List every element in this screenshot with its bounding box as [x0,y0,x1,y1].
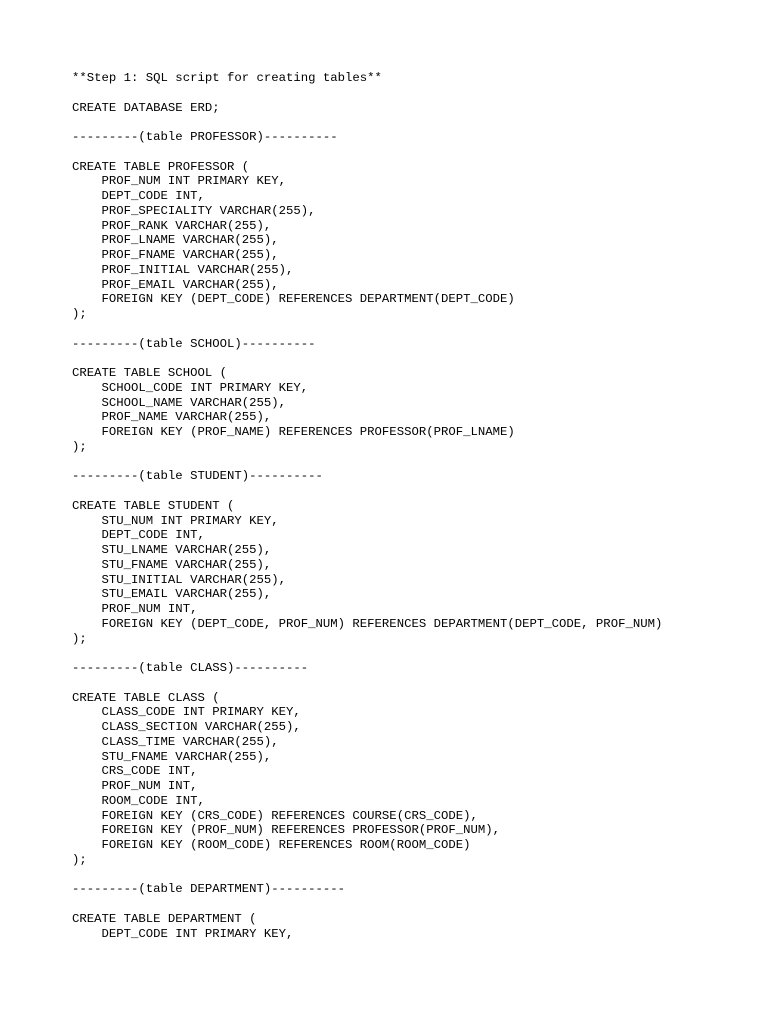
code-line: CREATE DATABASE ERD; [72,100,220,115]
code-line: CLASS_TIME VARCHAR(255), [72,734,279,749]
code-line: STU_FNAME VARCHAR(255), [72,557,272,572]
code-line: PROF_SPECIALITY VARCHAR(255), [72,203,316,218]
code-line: SCHOOL_NAME VARCHAR(255), [72,395,287,410]
blank-line [72,868,762,883]
code-line: DEPT_CODE INT, [72,189,205,203]
blank-line [72,145,762,160]
blank-line [72,455,762,470]
code-line: ROOM_CODE INT, [72,793,205,808]
blank-line [72,86,762,101]
code-line: PROF_NAME VARCHAR(255), [72,410,272,425]
code-line: PROF_NUM INT PRIMARY KEY, [72,174,287,189]
code-line: CLASS_SECTION VARCHAR(255), [72,720,301,734]
blank-line [72,646,762,661]
code-line: ); [72,307,87,321]
code-line: FOREIGN KEY (CRS_CODE) REFERENCES COURSE(CRS_CODE), [72,808,478,823]
code-line: ); [72,852,87,867]
blank-line [72,351,762,366]
code-line: CRS_CODE INT, [72,764,198,779]
code-line: CREATE TABLE SCHOOL ( [72,366,227,380]
code-line: STU_LNAME VARCHAR(255), [72,543,272,557]
code-line: CREATE TABLE STUDENT ( [72,498,235,513]
document-heading: **Step 1: SQL script for creating tables** [72,71,382,85]
code-line: STU_FNAME VARCHAR(255), [72,749,272,764]
code-line: CREATE TABLE CLASS ( [72,690,220,705]
code-line: PROF_LNAME VARCHAR(255), [72,233,279,248]
code-line: FOREIGN KEY (PROF_NAME) REFERENCES PROFESSOR(PROF_LNAME) [72,425,515,439]
code-line: CLASS_CODE INT PRIMARY KEY, [72,705,301,720]
code-line: PROF_EMAIL VARCHAR(255), [72,277,279,292]
document-page [72,71,762,941]
code-line: DEPT_CODE INT, [72,528,205,543]
code-line: ); [72,631,87,646]
code-line: ---------(table CLASS)---------- [72,661,309,675]
code-line: ---------(table STUDENT)---------- [72,469,323,484]
code-line: STU_EMAIL VARCHAR(255), [72,587,272,602]
code-line: PROF_INITIAL VARCHAR(255), [72,262,294,277]
code-line: PROF_NUM INT, [72,602,198,616]
code-line: ---------(table SCHOOL)---------- [72,336,316,351]
code-line: STU_NUM INT PRIMARY KEY, [72,513,279,528]
code-line: PROF_FNAME VARCHAR(255), [72,248,279,262]
code-line: ); [72,439,87,454]
code-line: ---------(table PROFESSOR)---------- [72,130,338,144]
code-line: FOREIGN KEY (PROF_NUM) REFERENCES PROFESSOR(PROF_NUM), [72,823,501,838]
code-line: CREATE TABLE DEPARTMENT ( [72,911,257,926]
blank-line [72,897,762,912]
blank-line [72,322,762,337]
blank-line [72,484,762,499]
code-line: SCHOOL_CODE INT PRIMARY KEY, [72,380,309,395]
blank-line [72,115,762,130]
code-line: FOREIGN KEY (ROOM_CODE) REFERENCES ROOM(ROOM_CODE) [72,838,471,852]
code-line: CREATE TABLE PROFESSOR ( [72,159,250,174]
code-line: ---------(table DEPARTMENT)---------- [72,882,346,897]
blank-line [72,676,762,691]
code-line: STU_INITIAL VARCHAR(255), [72,572,287,587]
code-line: FOREIGN KEY (DEPT_CODE, PROF_NUM) REFERENCES DEPARTMENT(DEPT_CODE, PROF_NUM) [72,616,663,631]
code-line: PROF_RANK VARCHAR(255), [72,218,272,233]
code-line: FOREIGN KEY (DEPT_CODE) REFERENCES DEPARTMENT(DEPT_CODE) [72,292,515,307]
code-line: PROF_NUM INT, [72,779,198,793]
code-line: DEPT_CODE INT PRIMARY KEY, [72,926,294,941]
